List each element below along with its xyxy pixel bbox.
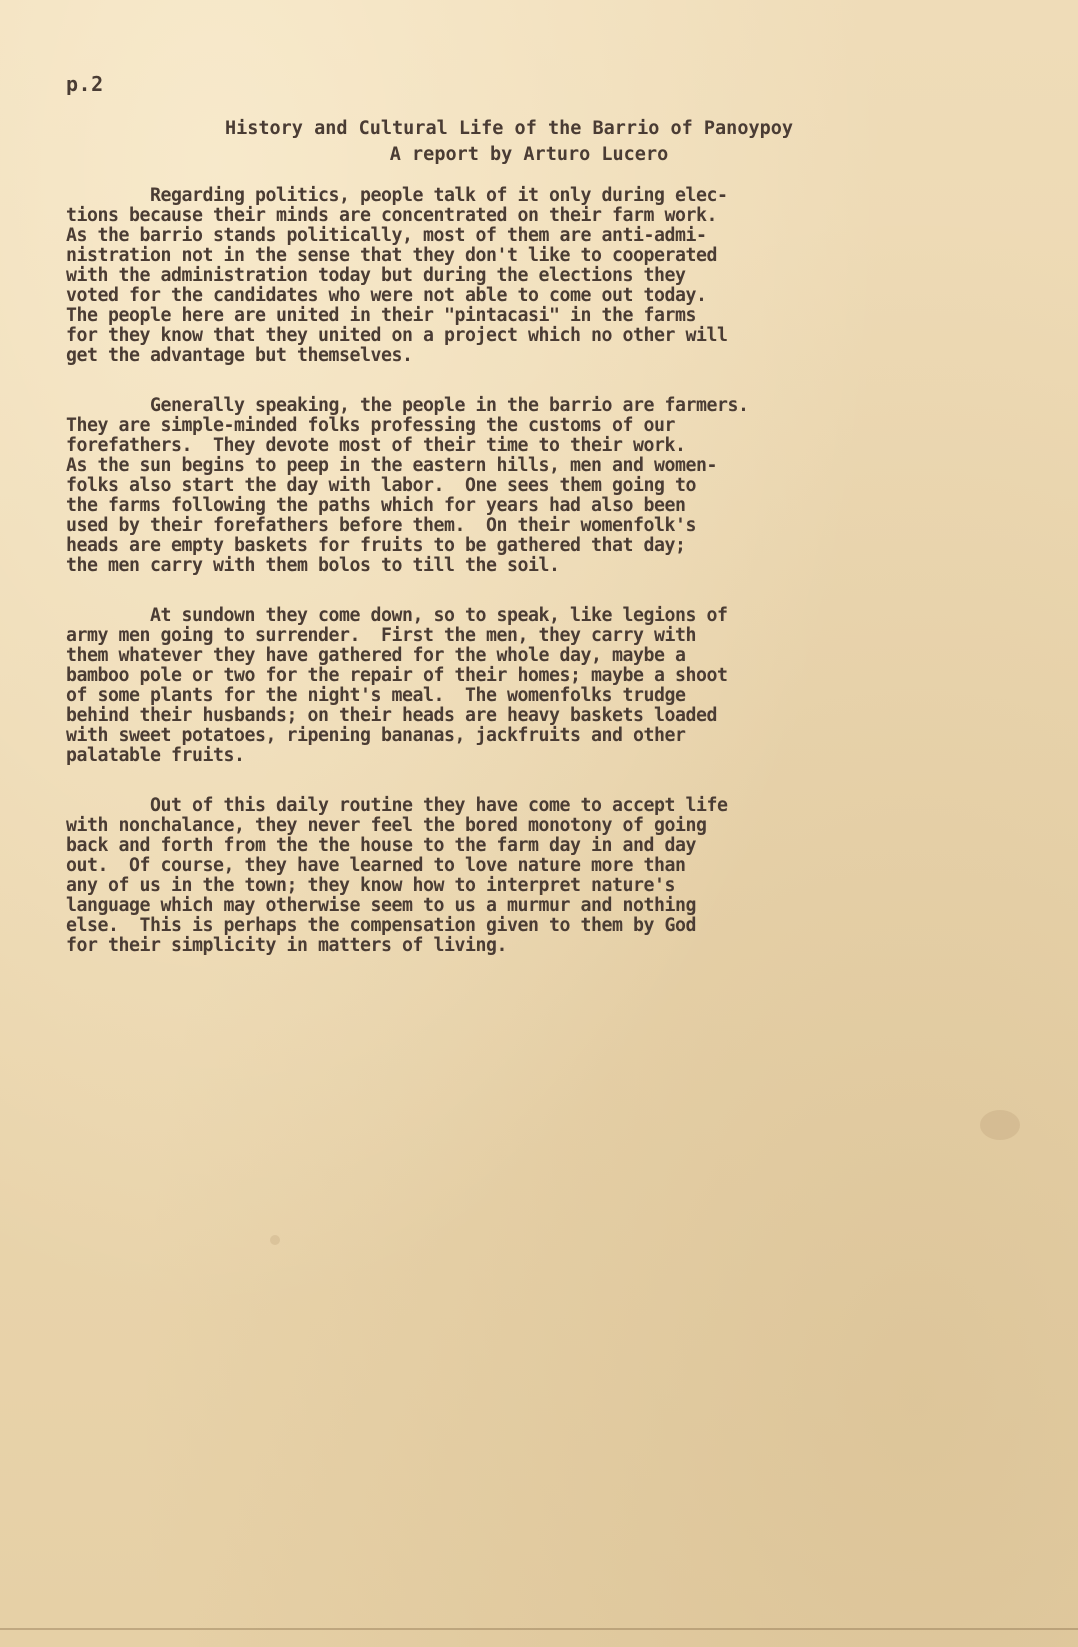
- text-line: heads are empty baskets for fruits to be gathered that day;: [66, 535, 686, 556]
- text-line: nistration not in the sense that they don't like to cooperated: [66, 245, 717, 266]
- paper-stain: [270, 1235, 280, 1245]
- text-line: voted for the candidates who were not able to come out today.: [66, 285, 707, 306]
- text-line: back and forth from the the house to the farm day in and day: [66, 835, 696, 856]
- text-line: of some plants for the night's meal. The womenfolks trudge: [66, 685, 686, 706]
- document-title: [0, 116, 1078, 168]
- page-fold-line: [0, 1628, 1078, 1630]
- text-line: tions because their minds are concentrated on their farm work.: [66, 205, 717, 226]
- text-line: the men carry with them bolos to till the soil.: [66, 555, 560, 576]
- paragraph-politics: [66, 186, 1026, 366]
- title-byline: A report by Arturo Lucero: [389, 144, 669, 165]
- text-line: behind their husbands; on their heads are heavy baskets loaded: [66, 705, 717, 726]
- text-line: with nonchalance, they never feel the bored monotony of going: [66, 815, 707, 836]
- text-line: Out of this daily routine they have come to accept life: [150, 795, 728, 816]
- text-line: any of us in the town; they know how to interpret nature's: [66, 875, 675, 896]
- text-line: used by their forefathers before them. On their womenfolk's: [66, 515, 696, 536]
- text-line: folks also start the day with labor. One sees them going to: [66, 475, 696, 496]
- text-line: As the barrio stands politically, most of them are anti-admi-: [66, 225, 707, 246]
- text-line: them whatever they have gathered for the whole day, maybe a: [66, 645, 686, 666]
- text-line: for their simplicity in matters of living.: [66, 935, 507, 956]
- paragraph-farmers: [66, 396, 1026, 576]
- text-line: palatable fruits.: [66, 745, 245, 766]
- text-line: forefathers. They devote most of their time to their work.: [66, 435, 686, 456]
- title-main: History and Cultural Life of the Barrio of Panoypoy: [224, 118, 794, 139]
- text-line: get the advantage but themselves.: [66, 345, 413, 366]
- text-line: with sweet potatoes, ripening bananas, jackfruits and other: [66, 725, 686, 746]
- body-text: [66, 186, 1026, 986]
- text-line: for they know that they united on a project which no other will: [66, 325, 728, 346]
- text-line: army men going to surrender. First the men, they carry with: [66, 625, 696, 646]
- text-line: language which may otherwise seem to us a murmur and nothing: [66, 895, 696, 916]
- paper-stain: [980, 1110, 1020, 1140]
- text-line: else. This is perhaps the compensation given to them by God: [66, 915, 696, 936]
- text-line: with the administration today but during the elections they: [66, 265, 686, 286]
- paragraph-routine: [66, 796, 1026, 956]
- page-number: p.2: [66, 72, 104, 96]
- text-line: At sundown they come down, so to speak, like legions of: [150, 605, 728, 626]
- text-line: The people here are united in their "pintacasi" in the farms: [66, 305, 696, 326]
- text-line: They are simple-minded folks professing the customs of our: [66, 415, 675, 436]
- text-line: the farms following the paths which for years had also been: [66, 495, 686, 516]
- text-line: As the sun begins to peep in the eastern hills, men and women-: [66, 455, 717, 476]
- text-line: Generally speaking, the people in the barrio are farmers.: [150, 395, 749, 416]
- text-line: out. Of course, they have learned to love nature more than: [66, 855, 686, 876]
- text-line: bamboo pole or two for the repair of their homes; maybe a shoot: [66, 665, 728, 686]
- text-line: Regarding politics, people talk of it only during elec-: [150, 185, 728, 206]
- paragraph-sundown: [66, 606, 1026, 766]
